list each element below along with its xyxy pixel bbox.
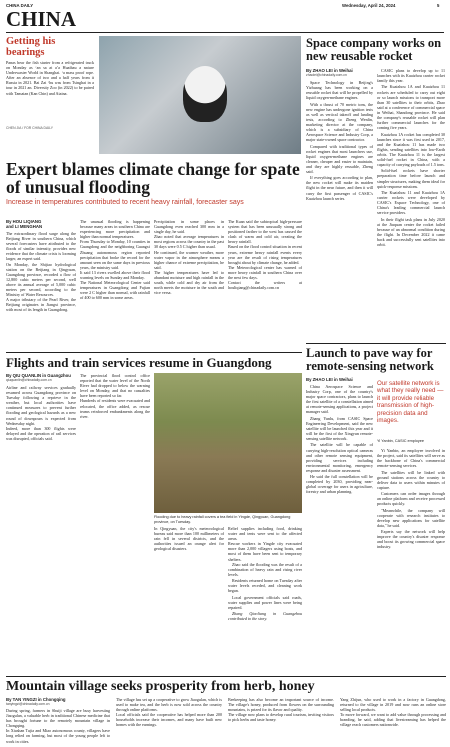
space-byline: By ZHAO LEI in Weihai <box>306 68 353 73</box>
launch-rule <box>306 343 446 344</box>
expert-col-4: The Kuan said the subtropical high-pressure system that has been unusually strong and positioned farther to the west has caused the clash of warm and cold air, creating the heavy rainfall. Based on the flood control situation in recent years, extreme heavy rainfall events every year are the result of rising temperatures brought about by climate change, he added. The Meteorological center has warned of more heavy rainfall in southern China over the next few days. Contact the writers at houliqiang@chinadaily.com.cn <box>228 219 302 291</box>
expert-byline: By HOU LIQIANG <box>6 219 42 224</box>
floods-signoff: Zhang Qiaoliang in Guangzhou contributed to the story. <box>228 611 302 622</box>
masthead-logo: CHINA DAILY <box>6 3 34 8</box>
floods-col-1: Airline and railway services gradually resumed across Guangdong province on Tuesday following a reprieve in the weather, but local authorities have continued measures to prevent further flooding and geological hazards as a new round of downpours is expected from Wednesday night. Indeed, more than 300 flights were delayed and the operation of rail services was disrupted, officials said. <box>6 385 76 441</box>
page-number: 5 <box>437 3 440 8</box>
expert-title: Expert blames climate change for spate of unusual flooding <box>6 159 300 197</box>
village-col-1: During spring, farmers in Shuiji village are busy harvesting Jiaogulan, a valuable herb in traditional Chinese medicine that has brought fortune to the remotely mountain village in Chongqing. In Xiushan Tujia and Miao autonomous county, villagers have long relied on farming, but most of the young people left to work in cities. <box>6 708 110 744</box>
space-col-1: Space Technology in Beijing's Yizhuang has been working on a reusable rocket that will be propelled by liquid oxygen-methane engines. With a thrust of 70 metric tons, the new engine has undergone ignition tests as well as vertical takeoff and landing tests, according to Zheng Wenlin, marketing director at the company, which is a subsidiary of China Aerospace Science and Industry Corp, a major state-owned space contractor. Compared with traditional types of rocket engines that most launchers use, liquid oxygen-methane engines are cleaner, cheaper and easier to maintain, and they are highly reusable, Zheng said. If everything goes according to plan, the new rocket will make its maiden flight in the near future, and then it will carry the first passenger of CASIC's Kuaizhou launch series. <box>306 80 373 201</box>
flood-photo <box>154 373 302 513</box>
panda-photo <box>99 36 301 154</box>
expert-byline-2: and LI MENGHAN <box>6 224 43 229</box>
masthead-rule <box>6 32 444 33</box>
launch-byline: By ZHAO LEI in Weihai <box>306 377 353 382</box>
launch-pull-quote: Our satellite network is what they really need — it will provide reliable transmission of high-precision data and images. <box>377 380 444 425</box>
space-title: Space company works on new reusable rocket <box>306 36 442 63</box>
village-title: Mountain village seeks prosperity from herb, honey <box>6 679 315 694</box>
village-byline: By TAN YINGZI in Chongqing <box>6 697 66 702</box>
expert-subtitle: Increase in temperatures contributed to recent heavy rainfall, forecaster says <box>6 199 244 206</box>
floods-col-4: Relief supplies including food, drinking water and tents were sent to the affected areas. Rescue workers in Yingde city evacuated more than 2,000 villagers using boats, and most of them have been sent to temporary shelters. Zhao said the flooding was the result of a combination of heavy rain and rising river levels. Residents returned home on Tuesday after water levels receded, and cleaning work began. Local government officials said roads, water supplies and power lines were being repaired. Zhang Qiaoliang in Guangzhou contributed to the story. <box>228 526 302 622</box>
village-email: tanyingzi@chinadaily.com.cn <box>6 702 50 706</box>
floods-title: Flights and train services resume in Guangdong <box>6 355 272 370</box>
floods-rule <box>6 352 302 353</box>
brief-credit: CHEN JIA / FOR CHINA DAILY <box>6 126 54 130</box>
village-col-2: The village has set up a cooperative to grow Jiaogulan, which is used to make tea, and the herb is now sold across the country through online platforms. Local officials said the cooperative has helped more than 200 households increase their incomes, and many have built new homes with the earnings. <box>116 697 222 728</box>
brief-text: Panas bear the fish starter from a refrigerated truck on Monday as ‘an sa at a’a Huaibau a nature Underwaster World in Shanghai. ‘a mass proof rope. After an absence of two and a half years from it Russia in 2021. Bai Zai ‘hu was from Tsinghai in a tour in 2021 an. Diversity Zoo (in 2022) to be paired with Tamaian (Kan Chin) and Aiaina. <box>6 60 94 96</box>
section-title: CHINA <box>6 7 77 31</box>
space-col-2: CASIC plans to develop up to 11 launches with its Kuaizhou carrier rocket family this year. The Kuaizhou 1A and Kuaizhou 11 rockets are scheduled to carry out eight or so launch missions to transport more than 30 satellites to their orbits, Zhao said at a conference of commercial space in Weihai, Shandong province. He said the company's reusable rocket will plan further commercial launches for the coming five years. Kuaizhou 1A rocket has completed 30 launches since it was first used in 2017, and the Kuaizhou 11 has made two flights, sending satellites into low-Earth orbits. The Kuaizhou 11 is the largest solid-fuel rocket in China, with a capacity of carrying payloads of 1.5 tons. Solid-fuel rockets have shorter preparation time before launch and simpler structures, making them ideal for quick-response missions. The Kuaizhou 11 and Kuaizhou 1A carrier rockets were developed by CASIC's Expace Technology, one of China's leading commercial launch service providers. In their flight task plans in July 2020 at the Jiuquan center the rocket failed because of an abnormal condition during the flight. In December 2022 it came back and successfully sent satellites into orbit. <box>377 68 445 248</box>
brief-heading: Getting his bearings <box>6 36 56 58</box>
launch-col-1: China Aerospace Science and Industry Corp, one of the country's major space contractors, plans to launch the first satellite of a constellation aimed at remote-sensing applications, a project manager said. Zhang Yunlu, from CASIC Space Engineering Development, said the new satellite will be launched this year and it will be the first of the Xingyun remote-sensing satellite network. The satellite will be capable of carrying high-resolution optical cameras and other remote sensing equipment, providing services including environmental monitoring, emergency response and disaster assessment. He said the full constellation will be completed by 2030, providing near-global coverage for users in agriculture, forestry and urban planning. <box>306 384 373 495</box>
expert-col-1: The extraordinary flood surge along the Beijiang River in southern China, which several forecasters have attributed to the floods of similar intensity, provides new evidence that the climate crisis is looming larger, an expert said. On Monday, the Shijiao hydrological station on the Beijiang in Qingyuan, Guangdong province, recorded a flow of 12,800 cubic meters per second, well above its annual average of 5,000 cubic meters per second, according to the Ministry of Water Resources. A major tributary of the Pearl River, the Beijiang originates in Jiangxi province, with most of its length in Guangdong. <box>6 231 76 313</box>
village-col-4: Yang Zhijun, who used to work in a factory in Guangdong, returned to the village in 2019 and now runs an online store selling local products. To move forward, we want to add value through processing and branding, he said, adding that livestreaming has helped the village reach customers nationwide. <box>340 697 446 728</box>
launch-col-2: Yi Yanbin, an employee involved in the project, said its satellites will serve as the backbone of China's commercial remote-sensing services. The satellites will be linked with ground stations across the country to deliver data to users within minutes of capture. Customers can order images through an online platform and receive processed products quickly. "Meanwhile, the company will cooperate with research institutes to develop new applications for satellite data," he said. Experts say the network will help improve the country's disaster response and boost its growing commercial space industry. <box>377 448 445 550</box>
flood-photo-caption: Flooding due to heavy rainfall covers a tea field in Yingde, Qingyuan, Guangdong province, on Tuesday. <box>154 515 291 524</box>
expert-col-2: The unusual flooding is happening because many areas in southern China are experiencing more precipitation and higher than normal temperatures. From Thursday to Monday, 10 counties in Guangdong and the neighboring Guangxi Zhuang autonomous region reported precipitation that broke the record for the amount seen on the same days in previous years, the ministry said. It said 13 rivers swelled above their flood warning levels on Sunday and Monday. The National Meteorological Center said temperatures in Guangdong and Fujian were 2 C higher than normal, with rainfall of 400 to 600 mm in some areas. <box>80 219 150 301</box>
launch-quote-attribution: Yi Yanbin, CASIC employee <box>377 439 424 443</box>
masthead-date: Wednesday, April 24, 2024 <box>342 3 396 8</box>
floods-email: qiuquanlin@chinadaily.com.cn <box>6 378 52 382</box>
space-email: zhaolei@chinadaily.com.cn <box>306 73 347 77</box>
floods-byline: By QIU QUANLIN in Guangzhou <box>6 373 71 378</box>
village-col-3: Beekeeping has also become an important source of income. The village's honey, produced from flowers on the surrounding mountains, is prized for its flavor and quality. The village now plans to develop rural tourism, inviting visitors to pick herbs and taste honey. <box>228 697 334 723</box>
expert-col-3: Precipitation in some places in Guangdong even reached 300 mm in a single day, he said. Zhao noted that average temperatures in most regions across the country in the past 30 days were 0.5 C higher than usual. He continued, the warmer weather, more water vapor in the atmosphere means a higher chance of extreme precipitation, he said. The higher temperatures have led to abundant moisture and high rainfall in the south, while cold and dry air from the north meets the moisture in the south and vice versa. <box>154 219 224 296</box>
panda-figure <box>183 66 227 122</box>
floods-col-2: The provincial flood control office reported that the water level of the North River had dropped to below the warning level on Monday, and that no casualties have been reported so far. Hundreds of residents were evacuated and relocated, the office added, as rescue teams reinforced embankments along the river. <box>80 373 150 419</box>
floods-col-3: In Qingyuan, the city's meteorological bureau said more than 100 millimeters of rain fell in several districts, and the authorities issued an orange alert for geological disasters. <box>154 526 224 552</box>
launch-title: Launch to pave way for remote-sensing network <box>306 346 434 373</box>
village-rule <box>6 676 446 677</box>
